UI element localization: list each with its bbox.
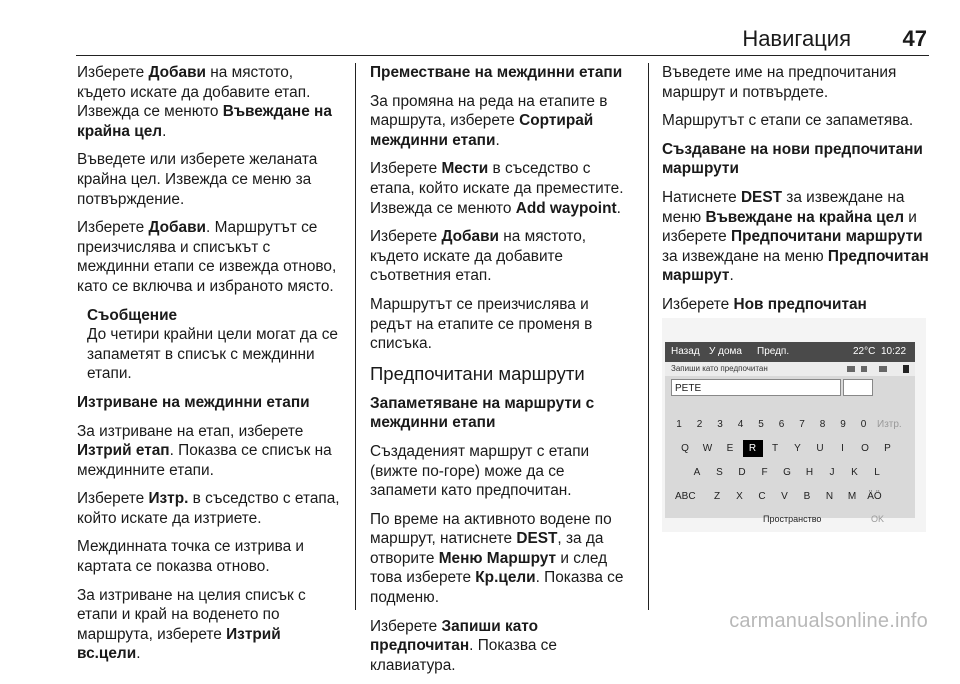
key-S[interactable]: S xyxy=(716,467,723,478)
paragraph: Въведете име на предпочитания маршрут и потвърдете. xyxy=(662,64,897,101)
column-divider xyxy=(355,63,356,610)
ok-key[interactable]: OK xyxy=(871,514,885,524)
paragraph: Маршрутът се преизчислява и редът на етапите се променя в списъка. xyxy=(370,295,593,353)
clock: 10:22 xyxy=(881,346,907,357)
key-4[interactable]: 4 xyxy=(737,419,744,430)
section-title: Предпочитани маршрути xyxy=(370,362,585,384)
column-3 xyxy=(662,63,930,343)
paragraph: Изберете Запиши като предпочитан. Показва се клавиатура. xyxy=(370,617,557,674)
key-A[interactable]: A xyxy=(693,467,701,478)
key-G[interactable]: G xyxy=(783,467,791,478)
key-F[interactable]: F xyxy=(761,467,768,478)
key-Q[interactable]: Q xyxy=(681,443,689,454)
key-9[interactable]: 9 xyxy=(840,419,846,430)
note-text: До четири крайни цели могат да се запаметят в списък с междинни етапи. xyxy=(87,326,338,383)
paragraph: За промяна на реда на етапите в маршрута, изберете Сортирай междинни етапи. xyxy=(370,92,608,149)
key-W[interactable]: W xyxy=(702,443,713,454)
column-2 xyxy=(370,63,632,684)
paragraph: Междинната точка се изтрива и картата се показва отново. xyxy=(77,538,305,576)
key-E[interactable]: E xyxy=(726,443,734,454)
key-6[interactable]: 6 xyxy=(778,419,785,430)
key-Y[interactable]: Y xyxy=(794,443,801,454)
paragraph: Създаденият маршрут с етапи (вижте по-горе) може да се запамети като предпочитан. xyxy=(370,442,590,500)
screen-subtitle-bar xyxy=(665,362,915,376)
key-K[interactable]: K xyxy=(851,467,858,478)
section-heading: Създаване на нови предпочитани маршрути xyxy=(662,140,923,178)
header-rule xyxy=(76,55,929,56)
column-divider xyxy=(648,63,649,610)
key-1[interactable]: 1 xyxy=(676,419,682,430)
keyboard-screen xyxy=(665,342,915,524)
tab-home[interactable]: У дома xyxy=(709,346,742,357)
key-ÄÖ[interactable]: ÄÖ xyxy=(867,491,882,502)
temperature: 22°C xyxy=(853,346,876,357)
note-box xyxy=(77,306,345,384)
paragraph: За изтриване на целия списък с етапи и край на воденето по маршрута, изберете Изтрий вс.цели. xyxy=(77,586,306,663)
key-O[interactable]: O xyxy=(861,443,869,454)
key-J[interactable]: J xyxy=(829,467,835,478)
watermark: carmanualsonline.info xyxy=(729,610,928,632)
key-R[interactable]: R xyxy=(743,440,763,457)
key-0[interactable]: 0 xyxy=(860,419,867,430)
key-I[interactable]: I xyxy=(841,443,844,454)
key-N[interactable]: N xyxy=(825,491,834,502)
screen-top-bar xyxy=(665,342,915,362)
phone-icon xyxy=(861,366,867,372)
tab-favourites[interactable]: Предп. xyxy=(757,346,790,357)
paragraph: Изберете Мести в съседство с етапа, който искате да преместите. Извежда се менюто Add waypoint. xyxy=(370,160,624,217)
key-8[interactable]: 8 xyxy=(819,419,826,430)
key-5[interactable]: 5 xyxy=(758,419,764,430)
battery-icon xyxy=(903,365,909,373)
key-3[interactable]: 3 xyxy=(717,419,723,430)
infotainment-screenshot xyxy=(662,318,926,532)
paragraph: За изтриване на етап, изберете Изтрий етап. Показва се списък на междинните етапи. xyxy=(77,422,332,479)
key-2[interactable]: 2 xyxy=(696,419,703,430)
key-U[interactable]: U xyxy=(816,443,824,454)
key-X[interactable]: X xyxy=(736,491,743,502)
key-C[interactable]: C xyxy=(758,491,766,502)
suggestion-field[interactable] xyxy=(843,379,873,396)
note-title: Съобщение xyxy=(87,306,178,324)
name-input[interactable]: PETE xyxy=(671,379,841,396)
abc-key[interactable]: ABC xyxy=(675,491,696,502)
screen-subtitle: Запиши като предпочитан xyxy=(671,364,768,373)
key-Z[interactable]: Z xyxy=(713,491,721,502)
key-P[interactable]: P xyxy=(884,443,891,454)
paragraph: Изберете Нов предпочитан xyxy=(662,295,867,313)
status-icon xyxy=(879,366,887,372)
space-key[interactable]: Пространство xyxy=(763,514,822,524)
chapter-title: Навигация xyxy=(742,26,851,51)
paragraph: Маршрутът с етапи се запаметява. xyxy=(662,112,914,130)
key-L[interactable]: L xyxy=(874,467,880,478)
page-number: 47 xyxy=(902,26,927,51)
section-heading: Изтриване на междинни етапи xyxy=(77,393,310,411)
key-B[interactable]: B xyxy=(803,491,811,502)
paragraph: Изберете Изтр. в съседство с етапа, който искате да изтриете. xyxy=(77,490,340,527)
paragraph: Изберете Добави. Маршрутът се преизчислява и списъкът с междинни етапи се извежда отново, като се включва и избраното място. xyxy=(77,219,337,295)
tab-back[interactable]: Назад xyxy=(671,346,700,357)
section-heading: Преместване на междинни етапи xyxy=(370,64,623,81)
paragraph: Изберете Добави на мястото, където искате да добавите съответния етап. xyxy=(370,228,587,285)
paragraph: По време на активното водене по маршрут, натиснете DEST, за да отворите Меню Маршрут и след това изберете Кр.цели. Показва се подменю. xyxy=(370,510,624,607)
signal-icon xyxy=(847,366,855,372)
key-H[interactable]: H xyxy=(805,467,814,478)
paragraph: Натиснете DEST за извеждане на меню Въвеждане на крайна цел и изберете Предпочитани маршрути за извеждане на меню Предпочитан маршрут. xyxy=(662,188,929,285)
delete-key[interactable]: Изтр. xyxy=(877,419,902,430)
page-header xyxy=(76,26,929,50)
key-M[interactable]: M xyxy=(847,491,857,502)
column-1 xyxy=(77,63,345,673)
section-heading: Запаметяване на маршрути с междинни етапи xyxy=(370,394,595,432)
paragraph: Въведете или изберете желаната крайна цел. Извежда се меню за потвърждение. xyxy=(77,151,318,208)
key-V[interactable]: V xyxy=(781,491,788,502)
key-D[interactable]: D xyxy=(738,467,746,478)
paragraph: Изберете Добави на мястото, където искате да добавите етап. Извежда се менюто Въвеждане на крайна цел. xyxy=(77,64,332,140)
key-T[interactable]: T xyxy=(771,443,779,454)
key-7[interactable]: 7 xyxy=(799,419,805,430)
